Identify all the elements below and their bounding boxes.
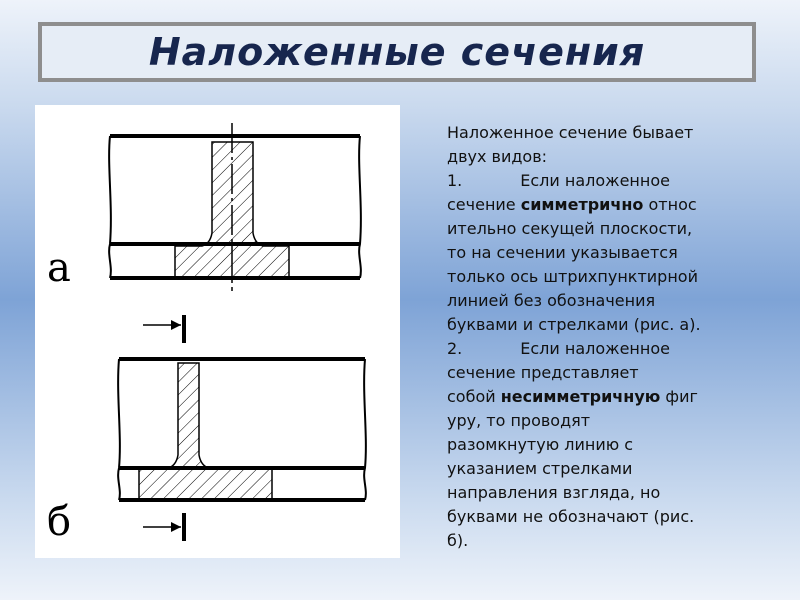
text-fragment: сечение — [447, 195, 521, 214]
title-box — [38, 22, 756, 82]
text-line: указанием стрелками — [447, 459, 633, 478]
description-text — [447, 121, 777, 553]
beam-b-right-break — [364, 359, 366, 500]
text-line: сечение представляет — [447, 363, 639, 382]
figure-a — [47, 123, 361, 291]
text-line — [447, 169, 777, 193]
text-line: буквами и стрелками (рис. а). — [447, 315, 701, 334]
list-number-1: 1. — [447, 171, 463, 190]
emphasis-asymmetric: несимметричную — [500, 387, 661, 406]
text-line: ительно секущей плоскости, — [447, 219, 693, 238]
text-line — [447, 193, 777, 217]
section-drawing — [35, 105, 400, 558]
section-b-shape — [139, 363, 272, 499]
text-line: уру, то проводят — [447, 411, 591, 430]
text-line: б). — [447, 531, 469, 550]
figure-panel — [35, 105, 400, 558]
beam-b-left-break — [118, 359, 120, 500]
text-fragment: Если наложенное — [520, 171, 670, 190]
list-number-2: 2. — [447, 339, 463, 358]
text-line: только ось штрихпунктирной — [447, 267, 698, 286]
beam-a-right-break — [359, 136, 361, 278]
figure-b — [47, 315, 366, 545]
text-fragment: фиг — [660, 387, 698, 406]
text-line: направления взгляда, но — [447, 483, 661, 502]
arrow-b-bottom-head — [171, 522, 181, 532]
text-line: то на сечении указывается — [447, 243, 678, 262]
figure-b-label: б — [47, 499, 72, 545]
figure-a-label: а — [47, 245, 71, 291]
text-fragment: относ — [643, 195, 697, 214]
text-line: буквами не обозначают (рис. — [447, 507, 695, 526]
text-line: двух видов: — [447, 147, 548, 166]
text-line — [447, 385, 777, 409]
emphasis-symmetric: симметрично — [520, 195, 644, 214]
arrow-b-top-head — [171, 320, 181, 330]
beam-a-left-break — [109, 136, 111, 278]
text-line: разомкнутую линию с — [447, 435, 634, 454]
text-fragment: Если наложенное — [520, 339, 670, 358]
text-line — [447, 337, 777, 361]
text-line: Наложенное сечение бывает — [447, 123, 694, 142]
text-line: линией без обозначения — [447, 291, 656, 310]
slide-title: Наложенные сечения — [148, 30, 646, 74]
text-fragment: собой — [447, 387, 501, 406]
